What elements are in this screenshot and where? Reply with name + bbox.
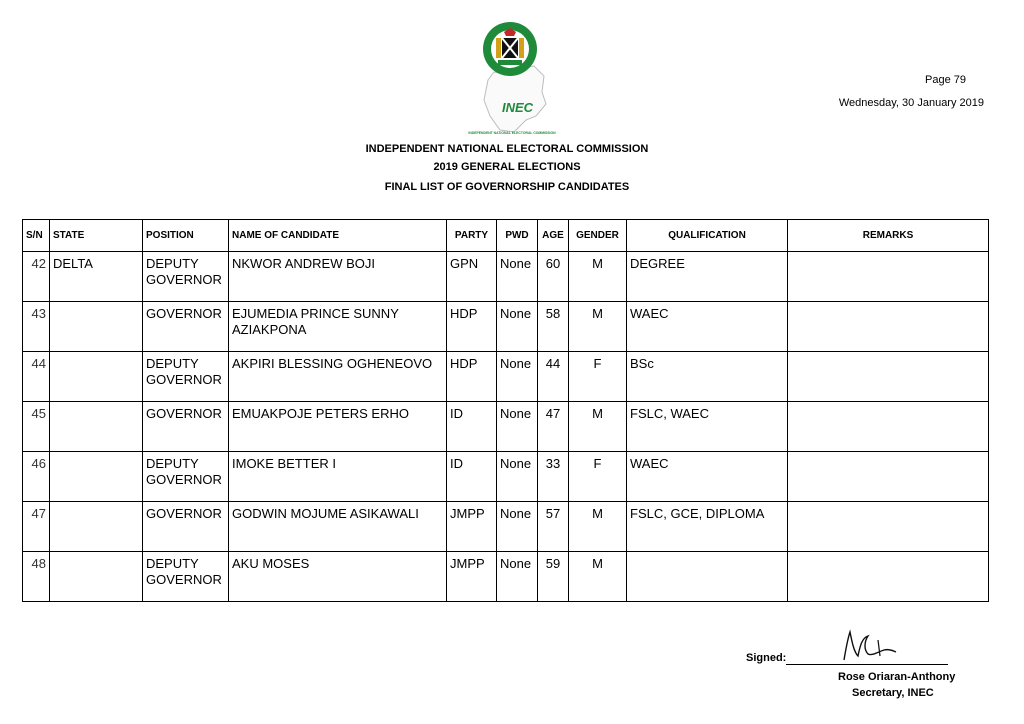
title-elections: 2019 GENERAL ELECTIONS	[433, 161, 581, 173]
col-header-party: PARTY	[447, 220, 497, 252]
inec-logo	[468, 20, 556, 138]
cell-age: 60	[538, 252, 569, 302]
cell-qualification: FSLC, WAEC	[627, 402, 788, 452]
cell-state: DELTA	[50, 252, 143, 302]
print-date: Wednesday, 30 January 2019	[838, 97, 984, 109]
cell-state	[50, 452, 143, 502]
cell-party: HDP	[447, 302, 497, 352]
cell-qualification: BSc	[627, 352, 788, 402]
cell-remarks	[788, 302, 989, 352]
table-row	[23, 552, 989, 602]
table-row	[23, 352, 989, 402]
signer-name: Rose Oriaran-Anthony	[838, 671, 956, 683]
col-header-state: STATE	[50, 220, 143, 252]
cell-gender: M	[569, 502, 627, 552]
logo-text: INEC	[502, 100, 534, 115]
cell-name: EJUMEDIA PRINCE SUNNY AZIAKPONA	[229, 302, 447, 352]
cell-gender: M	[569, 552, 627, 602]
title-list: FINAL LIST OF GOVERNORSHIP CANDIDATES	[384, 181, 630, 193]
candidates-table	[22, 219, 989, 602]
cell-name: AKPIRI BLESSING OGHENEOVO	[229, 352, 447, 402]
cell-pwd: None	[497, 352, 538, 402]
cell-party: GPN	[447, 252, 497, 302]
cell-gender: M	[569, 302, 627, 352]
signed-label: Signed:	[746, 652, 787, 664]
cell-qualification: WAEC	[627, 452, 788, 502]
cell-name: IMOKE BETTER I	[229, 452, 447, 502]
cell-state	[50, 552, 143, 602]
cell-pwd: None	[497, 552, 538, 602]
cell-sn: 44	[23, 352, 50, 402]
cell-gender: M	[569, 252, 627, 302]
title-commission: INDEPENDENT NATIONAL ELECTORAL COMMISSION	[365, 143, 649, 155]
cell-pwd: None	[497, 252, 538, 302]
col-header-remarks: REMARKS	[788, 220, 989, 252]
cell-age: 33	[538, 452, 569, 502]
signer-title: Secretary, INEC	[852, 687, 934, 699]
table-row	[23, 402, 989, 452]
cell-position: DEPUTY GOVERNOR	[143, 252, 229, 302]
cell-sn: 45	[23, 402, 50, 452]
cell-qualification: DEGREE	[627, 252, 788, 302]
cell-name: GODWIN MOJUME ASIKAWALI	[229, 502, 447, 552]
cell-position: DEPUTY GOVERNOR	[143, 452, 229, 502]
col-header-name: NAME OF CANDIDATE	[229, 220, 447, 252]
cell-remarks	[788, 402, 989, 452]
cell-name: NKWOR ANDREW BOJI	[229, 252, 447, 302]
cell-remarks	[788, 352, 989, 402]
cell-pwd: None	[497, 302, 538, 352]
cell-age: 59	[538, 552, 569, 602]
cell-position: DEPUTY GOVERNOR	[143, 352, 229, 402]
cell-position: GOVERNOR	[143, 302, 229, 352]
cell-sn: 43	[23, 302, 50, 352]
col-header-pwd: PWD	[497, 220, 538, 252]
col-header-position: POSITION	[143, 220, 229, 252]
cell-gender: F	[569, 352, 627, 402]
cell-sn: 42	[23, 252, 50, 302]
col-header-age: AGE	[538, 220, 569, 252]
col-header-qualification: QUALIFICATION	[627, 220, 788, 252]
cell-position: GOVERNOR	[143, 502, 229, 552]
cell-remarks	[788, 252, 989, 302]
nigeria-map-outline	[484, 66, 546, 132]
cell-state	[50, 302, 143, 352]
cell-sn: 46	[23, 452, 50, 502]
cell-remarks	[788, 552, 989, 602]
logo-caption: INDEPENDENT NATIONAL ELECTORAL COMMISSION	[468, 131, 556, 135]
cell-sn: 48	[23, 552, 50, 602]
table-row	[23, 452, 989, 502]
cell-party: ID	[447, 402, 497, 452]
table-row	[23, 302, 989, 352]
cell-remarks	[788, 502, 989, 552]
cell-name: AKU MOSES	[229, 552, 447, 602]
col-header-gender: GENDER	[569, 220, 627, 252]
cell-age: 44	[538, 352, 569, 402]
cell-state	[50, 352, 143, 402]
cell-pwd: None	[497, 502, 538, 552]
cell-position: DEPUTY GOVERNOR	[143, 552, 229, 602]
cell-sn: 47	[23, 502, 50, 552]
cell-age: 47	[538, 402, 569, 452]
cell-party: JMPP	[447, 552, 497, 602]
table-row	[23, 502, 989, 552]
cell-party: HDP	[447, 352, 497, 402]
cell-qualification: WAEC	[627, 302, 788, 352]
table-header-row	[23, 220, 989, 252]
cell-remarks	[788, 452, 989, 502]
cell-state	[50, 502, 143, 552]
cell-qualification: FSLC, GCE, DIPLOMA	[627, 502, 788, 552]
cell-age: 58	[538, 302, 569, 352]
cell-pwd: None	[497, 402, 538, 452]
cell-position: GOVERNOR	[143, 402, 229, 452]
cell-age: 57	[538, 502, 569, 552]
cell-gender: M	[569, 402, 627, 452]
cell-party: JMPP	[447, 502, 497, 552]
cell-gender: F	[569, 452, 627, 502]
page-number: Page 79	[925, 74, 966, 86]
cell-party: ID	[447, 452, 497, 502]
cell-name: EMUAKPOJE PETERS ERHO	[229, 402, 447, 452]
signature-image	[838, 626, 898, 666]
col-header-sn: S/N	[23, 220, 50, 252]
cell-qualification	[627, 552, 788, 602]
cell-pwd: None	[497, 452, 538, 502]
cell-state	[50, 402, 143, 452]
table-row	[23, 252, 989, 302]
